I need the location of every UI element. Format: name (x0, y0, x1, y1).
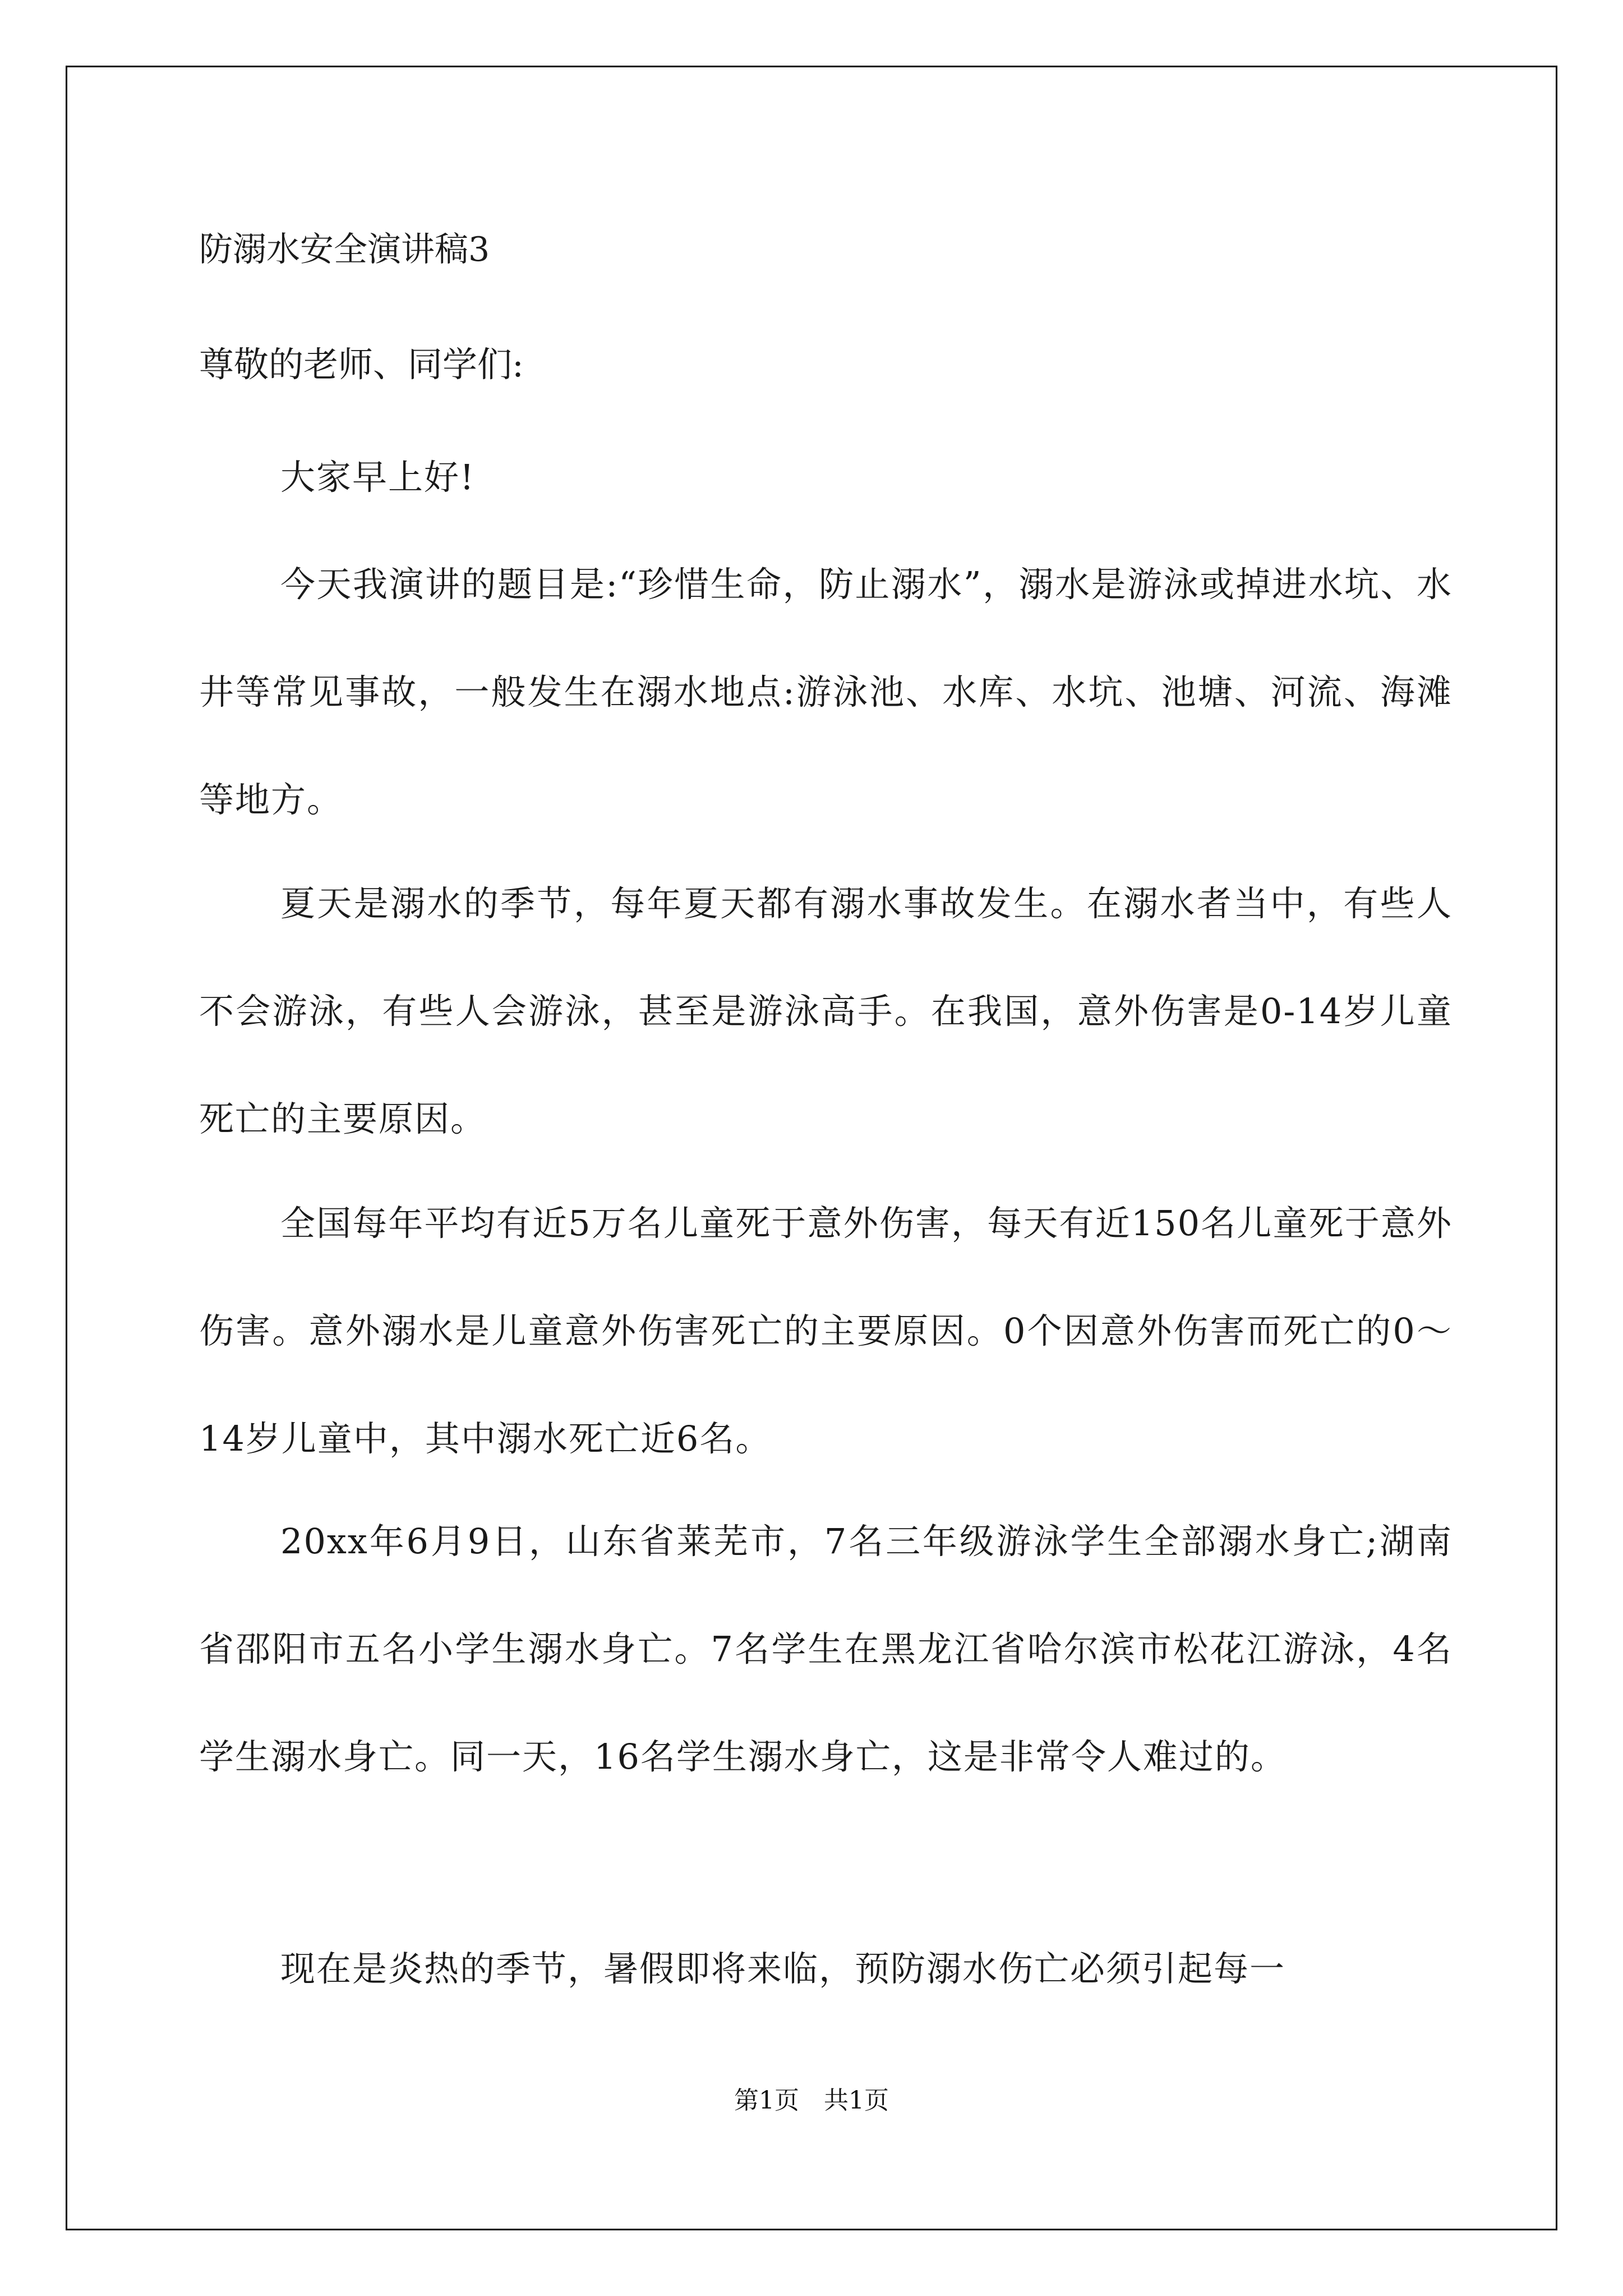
paragraph-5: 20xx年6月9日，山东省莱芜市，7名三年级游泳学生全部溺水身亡;湖南省邵阳市五名小学生溺水身亡。7名学生在黑龙江省哈尔滨市松花江游泳，4名学生溺水身亡。同一天，16名学生溺水身亡，这是非常令人难过的。 (199, 1521, 1453, 1777)
paragraph-3: 夏天是溺水的季节，每年夏天都有溺水事故发生。在溺水者当中，有些人不会游泳，有些人会游泳，甚至是游泳高手。在我国，意外伤害是0-14岁儿童死亡的主要原因。 (199, 883, 1453, 1139)
greeting: 尊敬的老师、同学们: (199, 344, 524, 385)
document-title: 防溺水安全演讲稿3 (199, 230, 490, 269)
paragraph-4: 全国每年平均有近5万名儿童死于意外伤害，每天有近150名儿童死于意外伤害。意外溺水是儿童意外伤害死亡的主要原因。0个因意外伤害而死亡的0～14岁儿童中，其中溺水死亡近6名。 (199, 1203, 1453, 1459)
page-footer: 第1页 共1页 (734, 2086, 889, 2115)
paragraph-1: 大家早上好! (280, 457, 475, 498)
paragraph-6: 现在是炎热的季节，暑假即将来临，预防溺水伤亡必须引起每一 (280, 1948, 1286, 1989)
paragraph-2: 今天我演讲的题目是:“珍惜生命，防止溺水”，溺水是游泳或掉进水坑、水井等常见事故，一般发生在溺水地点:游泳池、水库、水坑、池塘、河流、海滩等地方。 (199, 564, 1453, 820)
